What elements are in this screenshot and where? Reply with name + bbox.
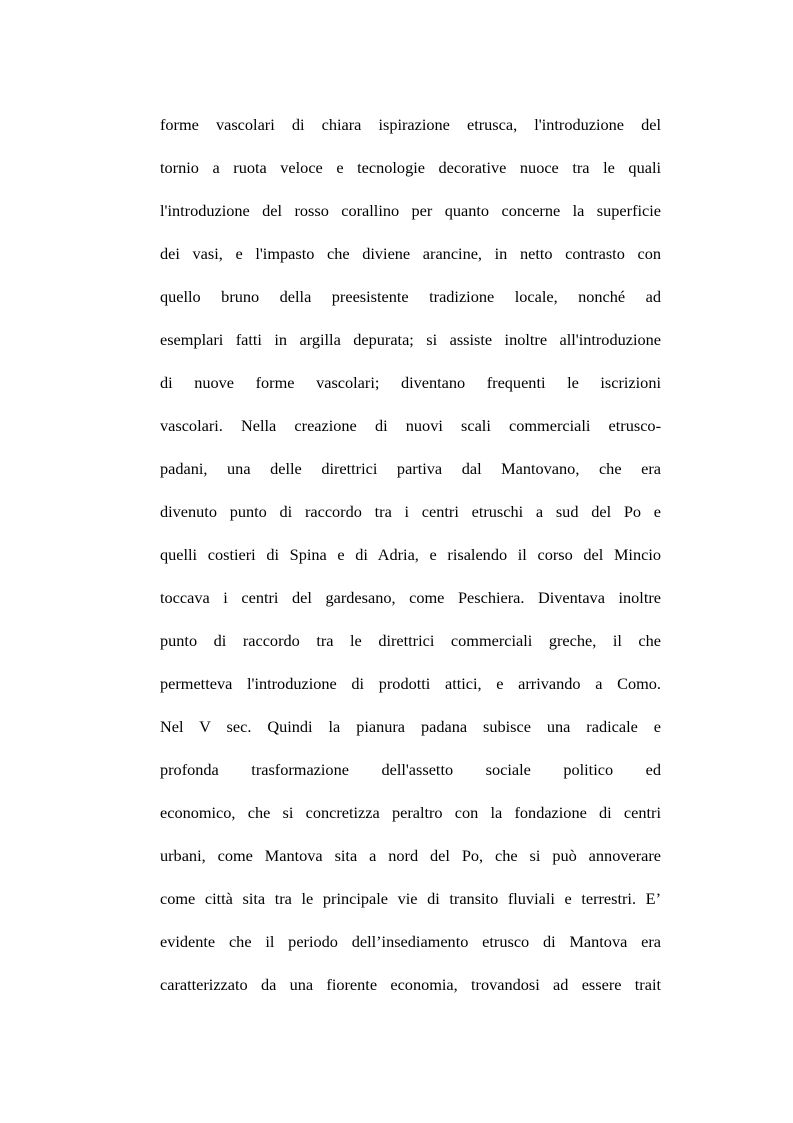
text-line: quelli costieri di Spina e di Adria, e risalendo il corso del Mincio xyxy=(160,545,661,564)
text-line: quello bruno della preesistente tradizione locale, nonché ad xyxy=(160,287,661,306)
text-line: tornio a ruota veloce e tecnologie decorative nuoce tra le quali xyxy=(160,158,661,177)
text-line: di nuove forme vascolari; diventano frequenti le iscrizioni xyxy=(160,373,661,392)
text-line: evidente che il periodo dell’insediamento etrusco di Mantova era xyxy=(160,932,661,951)
text-line: vascolari. Nella creazione di nuovi scali commerciali etrusco- xyxy=(160,416,661,435)
text-line: esemplari fatti in argilla depurata; si assiste inoltre all'introduzione xyxy=(160,330,661,349)
text-line: caratterizzato da una fiorente economia, trovandosi ad essere trait xyxy=(160,975,661,994)
body-text xyxy=(160,111,661,1014)
text-line: economico, che si concretizza peraltro con la fondazione di centri xyxy=(160,803,661,822)
text-line: permetteva l'introduzione di prodotti attici, e arrivando a Como. xyxy=(160,674,661,693)
text-line: toccava i centri del gardesano, come Peschiera. Diventava inoltre xyxy=(160,588,661,607)
text-line: profonda trasformazione dell'assetto sociale politico ed xyxy=(160,760,661,779)
text-line: divenuto punto di raccordo tra i centri etruschi a sud del Po e xyxy=(160,502,661,521)
text-line: urbani, come Mantova sita a nord del Po, che si può annoverare xyxy=(160,846,661,865)
text-line: padani, una delle direttrici partiva dal Mantovano, che era xyxy=(160,459,661,478)
text-line: punto di raccordo tra le direttrici commerciali greche, il che xyxy=(160,631,661,650)
text-line: Nel V sec. Quindi la pianura padana subisce una radicale e xyxy=(160,717,661,736)
text-line: dei vasi, e l'impasto che diviene arancine, in netto contrasto con xyxy=(160,244,661,263)
text-line: forme vascolari di chiara ispirazione etrusca, l'introduzione del xyxy=(160,115,661,134)
text-line: come città sita tra le principale vie di transito fluviali e terrestri. E’ xyxy=(160,889,661,908)
text-line: l'introduzione del rosso corallino per quanto concerne la superficie xyxy=(160,201,661,220)
